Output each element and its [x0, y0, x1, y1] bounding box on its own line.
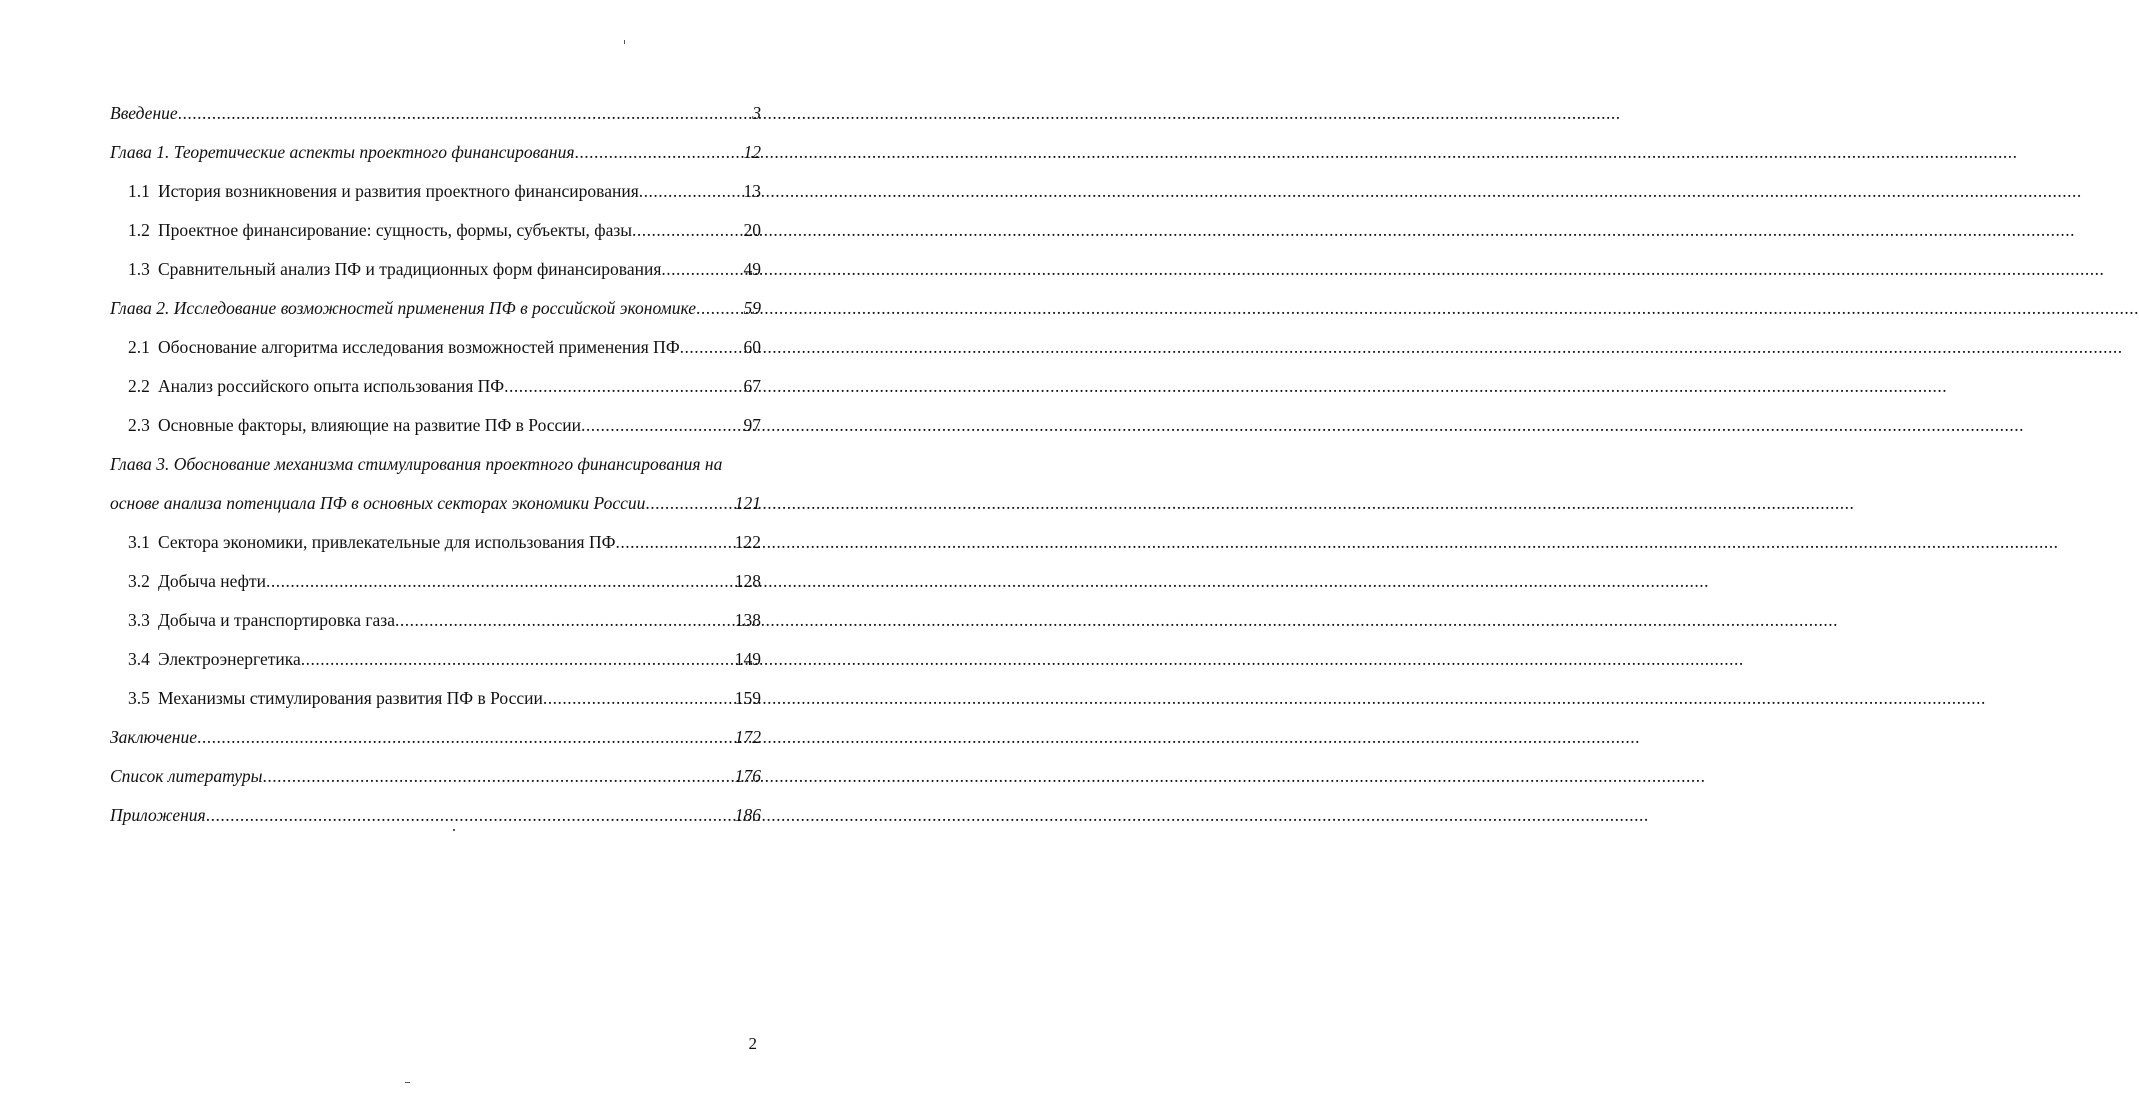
dot-leader: [504, 376, 743, 397]
toc-entry-title: Сравнительный анализ ПФ и традиционных форм финансирования: [158, 259, 662, 279]
toc-entry-page: 159: [734, 688, 761, 708]
dot-leader: [639, 181, 744, 202]
toc-entry-page: 138: [734, 610, 761, 630]
dot-leader: [262, 766, 734, 787]
toc-entry-3-3[interactable]: [110, 610, 761, 631]
toc-entry-page: 128: [734, 571, 761, 591]
toc-entry-title: Механизмы стимулирования развития ПФ в России: [158, 688, 543, 708]
table-of-contents: [110, 103, 761, 826]
dot-leader: [680, 337, 744, 358]
toc-entry-title: Приложения: [110, 805, 206, 825]
dot-leader: [661, 259, 743, 280]
toc-entry-page: 20: [743, 220, 761, 240]
toc-entry-title: Электроэнергетика: [158, 649, 301, 669]
toc-entry-page: 172: [734, 727, 761, 747]
toc-entry-chapter-1[interactable]: [110, 142, 761, 163]
toc-entry-title-line-2: основе анализа потенциала ПФ в основных секторах экономики России: [110, 493, 646, 513]
toc-entry-title: Сектора экономики, привлекательные для использования ПФ: [158, 532, 616, 552]
dot-leader: [581, 415, 743, 436]
toc-entry-title: История возникновения и развития проектного финансирования: [158, 181, 639, 201]
dot-leader: [206, 805, 735, 826]
document-page: [0, 0, 799, 1096]
toc-entry-2-3[interactable]: [110, 415, 761, 436]
toc-entry-conclusion[interactable]: [110, 727, 761, 748]
page-number: 2: [748, 1034, 757, 1053]
toc-entry-3-2[interactable]: [110, 571, 761, 592]
toc-entry-title-line-1: Глава 3. Обоснование механизма стимулирования проектного финансирования на: [110, 454, 723, 474]
toc-entry-chapter-2[interactable]: [110, 298, 761, 319]
dot-leader: [574, 142, 743, 163]
toc-entry-title: Список литературы: [110, 766, 263, 786]
dot-leader: [197, 727, 735, 748]
toc-entry-page: 60: [743, 337, 761, 357]
toc-entry-title: Обоснование алгоритма исследования возможностей применения ПФ: [158, 337, 680, 357]
dot-leader: [615, 532, 734, 553]
toc-entry-3-1[interactable]: [110, 532, 761, 553]
toc-entry-page: 149: [734, 649, 761, 669]
toc-entry-page: 12: [743, 142, 761, 162]
toc-entry-title: Основные факторы, влияющие на развитие ПФ в России: [158, 415, 582, 435]
toc-entry-title: Проектное финансирование: сущность, формы, субъекты, фазы: [158, 220, 633, 240]
toc-entry-number: 3.2: [128, 571, 150, 591]
toc-entry-title: Глава 1. Теоретические аспекты проектного финансирования: [110, 142, 575, 162]
toc-entry-number: 2.1: [128, 337, 150, 357]
toc-entry-page: 3: [752, 103, 761, 123]
toc-entry-2-2[interactable]: [110, 376, 761, 397]
dot-leader: [696, 298, 744, 319]
toc-entry-number: 1.1: [128, 181, 150, 201]
toc-entry-page: 59: [743, 298, 761, 318]
dot-leader: [178, 103, 753, 124]
toc-entry-number: 3.5: [128, 688, 150, 708]
dot-leader: [632, 220, 743, 241]
toc-entry-title: Заключение: [110, 727, 198, 747]
toc-entry-1-1[interactable]: [110, 181, 761, 202]
toc-entry-number: 3.4: [128, 649, 150, 669]
scan-speck: [405, 1082, 410, 1083]
scan-speck: [624, 40, 625, 44]
toc-entry-number: 2.3: [128, 415, 150, 435]
toc-entry-references[interactable]: [110, 766, 761, 787]
toc-entry-title: Введение: [110, 103, 178, 123]
toc-entry-3-5[interactable]: [110, 688, 761, 709]
toc-entry-page: 97: [743, 415, 761, 435]
toc-entry-1-3[interactable]: [110, 259, 761, 280]
toc-entry-title: Анализ российского опыта использования ПФ: [158, 376, 505, 396]
dot-leader: [645, 493, 734, 514]
toc-entry-number: 1.3: [128, 259, 150, 279]
toc-entry-page: 121: [734, 493, 761, 513]
toc-entry-3-4[interactable]: [110, 649, 761, 670]
toc-entry-title: Добыча нефти: [158, 571, 266, 591]
toc-entry-2-1[interactable]: [110, 337, 761, 358]
toc-entry-chapter-3[interactable]: [110, 454, 761, 514]
toc-entry-title: Добыча и транспортировка газа: [158, 610, 395, 630]
toc-entry-page: 186: [734, 805, 761, 825]
toc-entry-page: 122: [734, 532, 761, 552]
toc-entry-number: 3.1: [128, 532, 150, 552]
toc-entry-appendices[interactable]: [110, 805, 761, 826]
scan-speck: [453, 829, 455, 831]
toc-entry-number: 2.2: [128, 376, 150, 396]
toc-entry-page: 176: [734, 766, 761, 786]
toc-entry-page: 13: [743, 181, 761, 201]
toc-entry-number: 3.3: [128, 610, 150, 630]
toc-entry-intro[interactable]: [110, 103, 761, 124]
dot-leader: [543, 688, 735, 709]
dot-leader: [266, 571, 735, 592]
dot-leader: [301, 649, 735, 670]
toc-entry-title: Глава 2. Исследование возможностей применения ПФ в российской экономике: [110, 298, 696, 318]
toc-entry-page: 49: [743, 259, 761, 279]
toc-entry-number: 1.2: [128, 220, 150, 240]
toc-entry-page: 67: [743, 376, 761, 396]
dot-leader: [395, 610, 735, 631]
toc-entry-1-2[interactable]: [110, 220, 761, 241]
